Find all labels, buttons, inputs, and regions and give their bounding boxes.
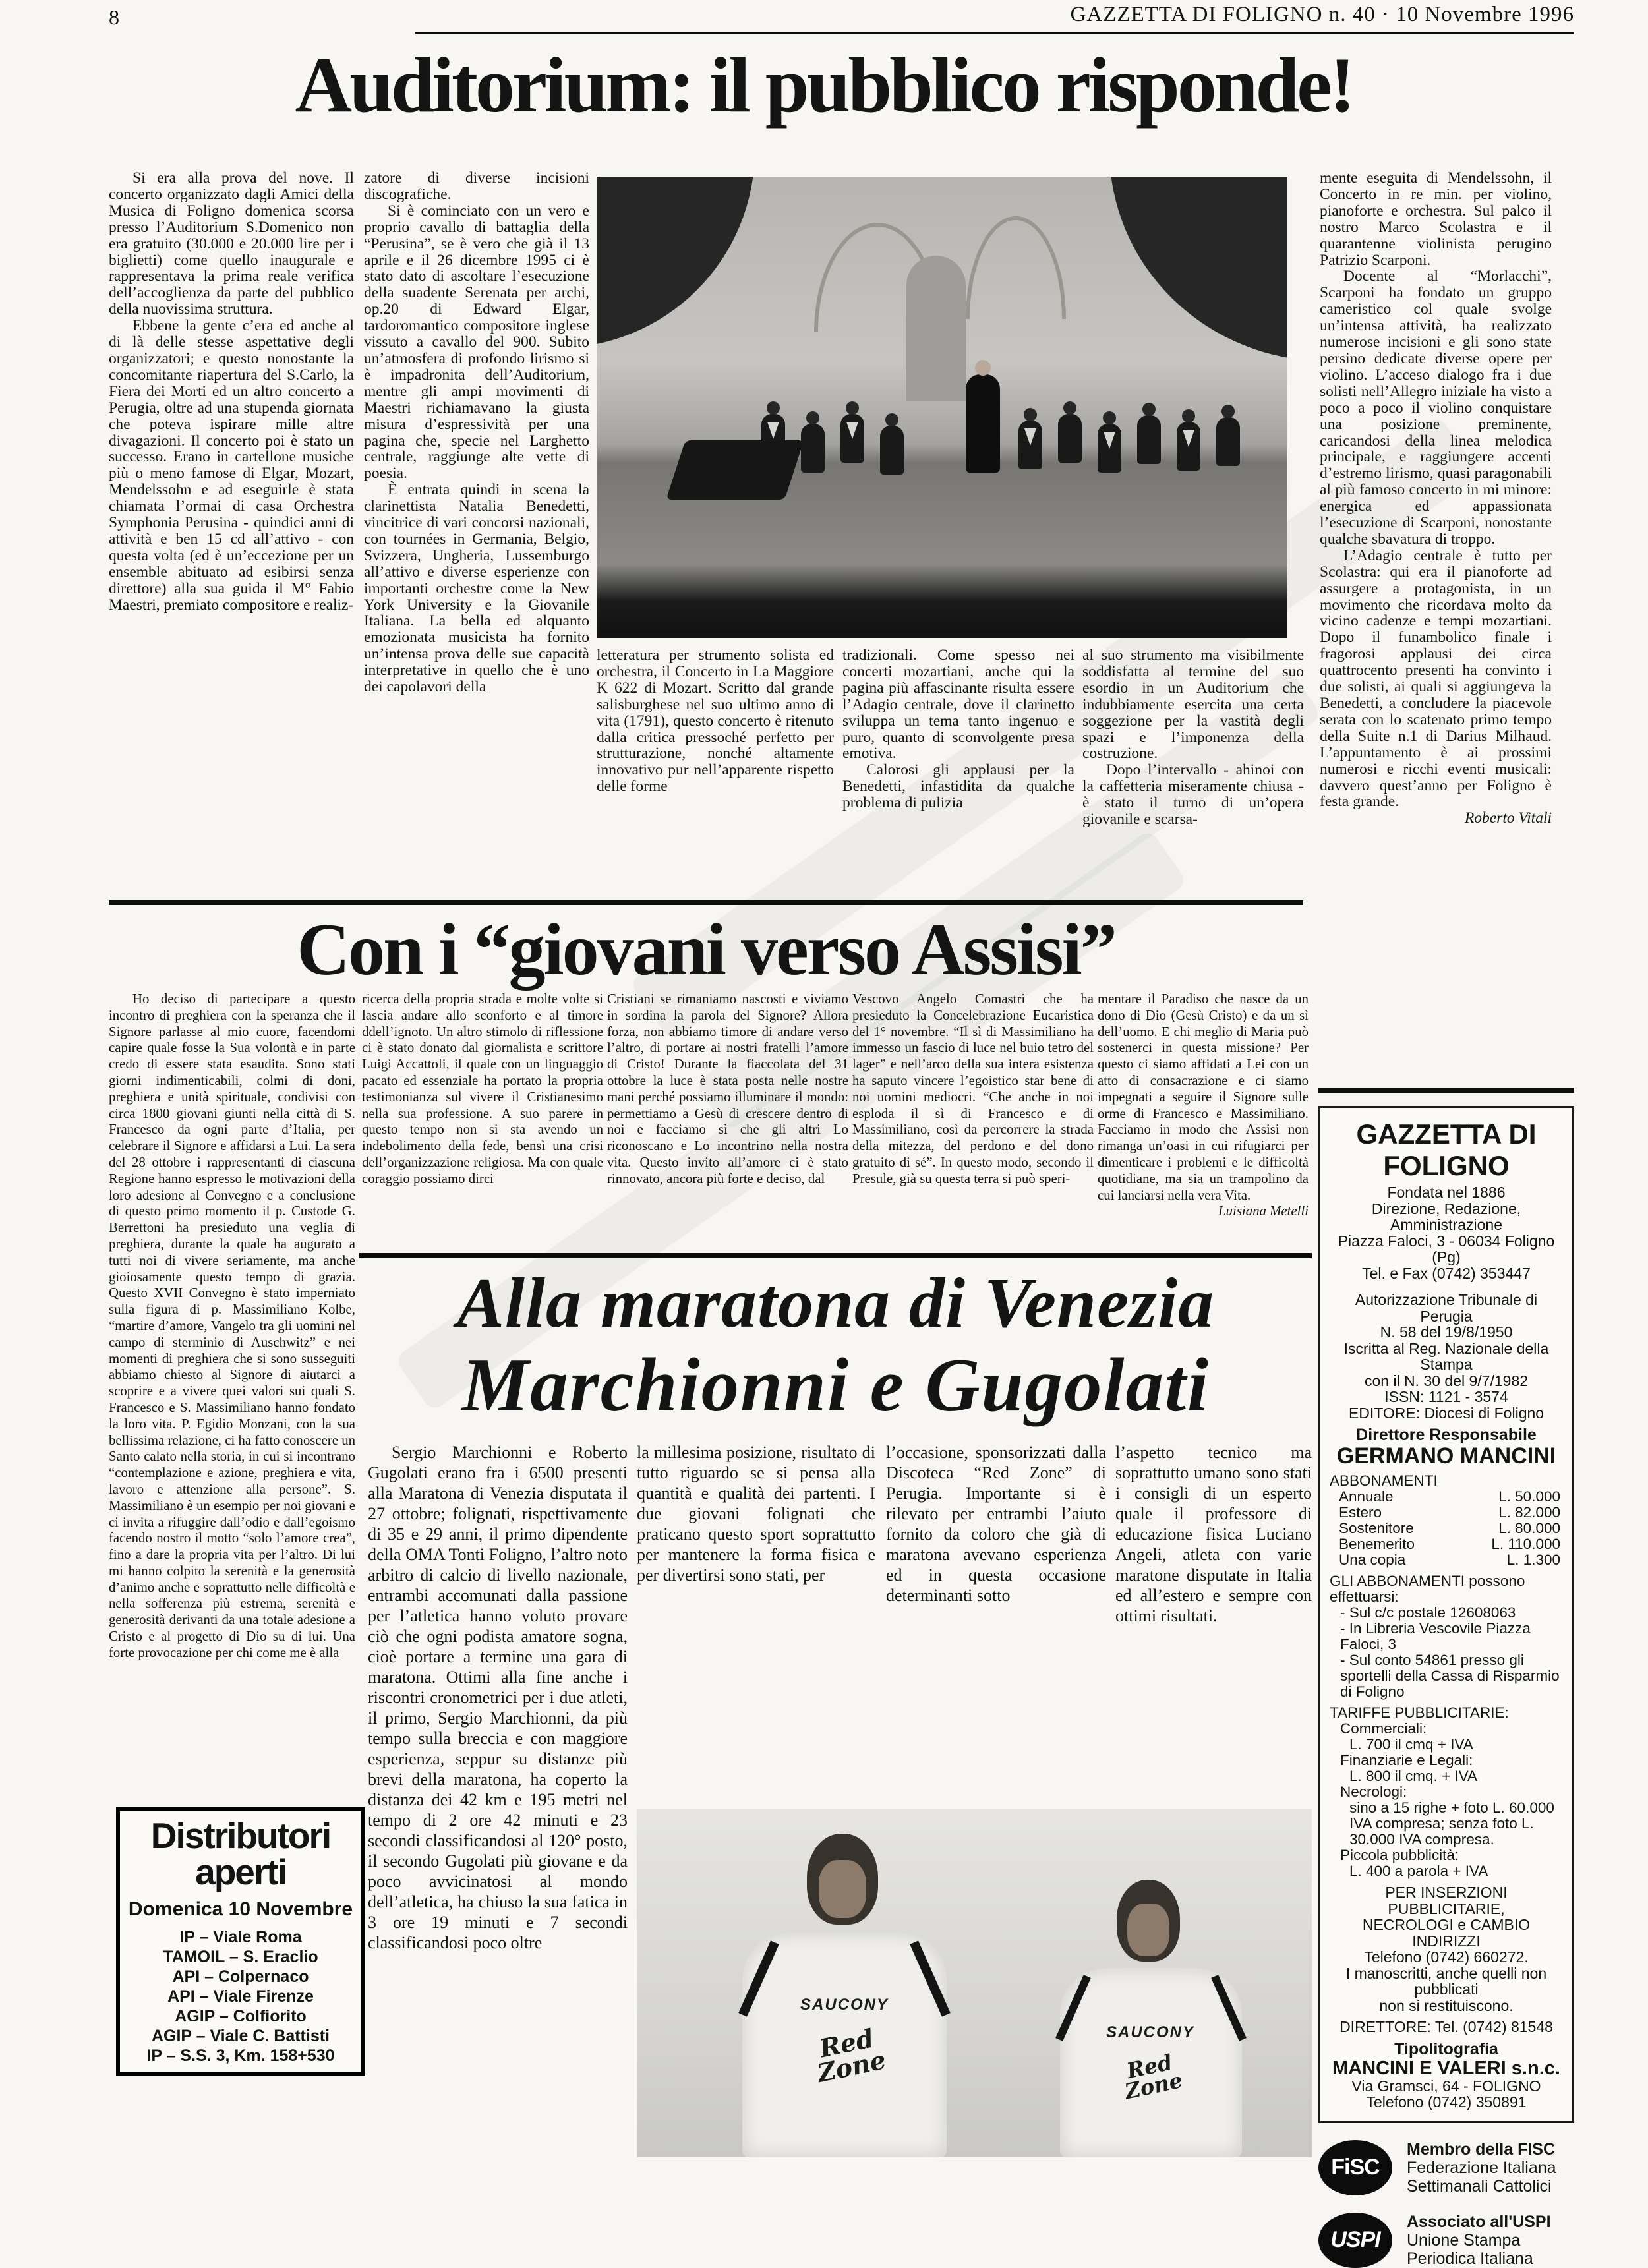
tariff-value: L. 400 a parola + IVA bbox=[1349, 1863, 1488, 1879]
musician-silhouette bbox=[1018, 421, 1042, 469]
musician-silhouette bbox=[880, 426, 904, 475]
uspi-line: Periodica Italiana bbox=[1407, 2249, 1533, 2268]
tariff-name: Finanziarie e Legali: bbox=[1340, 1752, 1473, 1768]
paragraph: Si è cominciato con un vero e proprio cavallo di battaglia della “Perusina”, se è vero che già il 13 aprile e il 26 dicembre 1995 ci è stato dato di ascoltare l’esecuzione della suadente Serenata per archi, op.20 di Edward Elgar, tardoromantico compositore inglese vissuto a cavallo del 900. Subito un’atmosfera di profondo lirismo si è impadronita dell’Auditorium, mentre gli ampi movimenti di Maestri richiamavano la giusta misura d’espressività per una pagina che, specie nel Larghetto centrale, raggiunge alte vette di poesia. bbox=[364, 202, 589, 482]
soloist-silhouette bbox=[966, 374, 1000, 473]
subscription-row bbox=[1330, 1505, 1563, 1521]
subscription-price: L. 110.000 bbox=[1491, 1536, 1560, 1552]
uspi-line: Unione Stampa bbox=[1407, 2230, 1521, 2250]
fisc-text bbox=[1407, 2140, 1556, 2195]
paragraph: mentare il Paradiso che nasce da un dono di Dio (Gesù Cristo) e da un sì dell’uomo. E chi meglio di Maria può sostenerci in questa missione? Per questo ci siamo affidati a Lei con un atto di consacrazione e ci siamo impegnati a seguire il Signore sulle orme di Francesco e Massimiliano. Facciamo in modo che Assisi non rimanga un’oasi in cui rifugiarci per dimenticare i problemi e le difficoltà quotidiane, ma sia un trampolino da cui lanciarsi nella vera Vita. bbox=[1098, 991, 1309, 1203]
subscription-label: Una copia bbox=[1339, 1552, 1406, 1568]
article1-headline: Auditorium: il pubblico risponde! bbox=[295, 41, 1353, 129]
subscription-label: Benemerito bbox=[1339, 1536, 1415, 1552]
paragraph: letteratura per strumento solista ed orchestra, il Concerto in La Maggiore K 622 di Mozart. Scritto dal grande salisburghese nel suo ultimo anno di vita (1791), questo concerto è ritenuto dalla critica pressoché perfetto per strutturazione, nonché altamente innovativo pur nell’apparente rispetto delle forme bbox=[597, 647, 834, 796]
subscription-label: Sostenitore bbox=[1339, 1520, 1414, 1536]
fisc-line: Settimanali Cattolici bbox=[1407, 2176, 1552, 2195]
distributors-title: Distributori bbox=[150, 1815, 331, 1856]
musician-silhouette bbox=[840, 414, 864, 463]
distributors-box bbox=[116, 1807, 365, 2076]
musician-silhouette bbox=[1137, 415, 1161, 464]
paragraph: L’Adagio centrale è tutto per Scolastra: qui era il pianoforte ad assurgere a protagonista, in un movimento che ricordava molto da vicino cadenze e tempi mozartiani. Dopo il funambolico finale i fragorosi applausi dei circa quattrocento presenti ha convinto i due solisti, ai quali si aggiungeva la Benedetti, a concludere la piacevole serata con lo scatenato primo tempo della Suite n.1 di Darius Milhaud. L’appuntamento è ai prossimi numerosi e ricchi eventi musicali: davvero quest’anno per Foligno è festa grande. bbox=[1320, 546, 1552, 811]
printer-name: MANCINI E VALERI s.n.c. bbox=[1332, 2057, 1560, 2079]
runner-left-torso bbox=[742, 1933, 947, 2157]
payment-option: - In Libreria Vescovile Piazza Faloci, 3 bbox=[1340, 1620, 1531, 1652]
piano-silhouette bbox=[666, 440, 804, 500]
distributor-item: AGIP – Viale C. Battisti bbox=[151, 2027, 330, 2045]
tariffs-title: TARIFFE PUBBLICITARIE: bbox=[1330, 1704, 1509, 1721]
article2-headline: Con i “giovani verso Assisi” bbox=[297, 909, 1115, 991]
subscription-price: L. 1.300 bbox=[1506, 1552, 1560, 1568]
article1-signature: Roberto Vitali bbox=[1464, 809, 1552, 827]
section-rule bbox=[359, 1253, 1312, 1258]
article2-column-5 bbox=[1098, 991, 1309, 1220]
paragraph: Si era alla prova del nove. Il concerto organizzato dagli Amici della Musica di Foligno domenica scorsa presso l’Auditorium S.Domenico non era gratuito (30.000 e 20.000 lire per i biglietti) come quello inaugurale e rappresentava la prima reale verifica dell’accoglienza da parte del pubblico della nuovissima struttura. bbox=[109, 169, 354, 318]
subscription-price: L. 80.000 bbox=[1498, 1520, 1560, 1536]
payment-title: GLI ABBONAMENTI possono effettuarsi: bbox=[1330, 1573, 1525, 1605]
distributor-item: TAMOIL – S. Eraclio bbox=[163, 1948, 318, 1966]
paragraph: l’aspetto tecnico ma soprattutto umano sono stati i consigli di un esperto quale il professore di educazione fisica Luciano Angeli, atleta con varie maratone disputate in Italia ed all’estero e sempre con ottimi risultati. bbox=[1115, 1443, 1312, 1625]
masthead-box-title: GAZZETTA DI FOLIGNO bbox=[1356, 1119, 1537, 1181]
musician-silhouette bbox=[801, 424, 825, 473]
masthead-info-box bbox=[1318, 1106, 1574, 2123]
paragraph: la millesima posizione, risultato di tutto riguardo se si pensa alla quantità e qualità dei partenti. I due giovani folignati che praticano questo sport soprattutto per mantenere la forma fisica e per divertirsi sono stati, per bbox=[637, 1443, 875, 1585]
paragraph: ricerca della propria strada e molte volte si lascia andare allo sconforto e al timore ddell’ignoto. Un altro stimolo di riflessione ci è stato donato dal giornalista e scrittore Luigi Accattoli, il quale con un linguaggio pacato ed essenziale ha portato la propria testimonianza sul vivere il Cristianesimo nella sua professione. A suo parere in questo tempo non si sta avendo un indebolimento della fede, bensì una crisi dell’organizzazione religiosa. Ma con quale coraggio possiamo dirci bbox=[362, 991, 603, 1186]
uspi-membership bbox=[1318, 2213, 1574, 2268]
runner-right-torso bbox=[1060, 1968, 1242, 2157]
authorization-line: Autorizzazione Tribunale di Perugia bbox=[1355, 1291, 1538, 1325]
distributor-item: AGIP – Colfiorito bbox=[175, 2007, 307, 2025]
article2-column-4 bbox=[852, 991, 1094, 1188]
article2-column-3 bbox=[607, 991, 848, 1188]
payment-option: - Sul c/c postale 12608063 bbox=[1340, 1604, 1516, 1621]
fisc-line: Federazione Italiana bbox=[1407, 2158, 1556, 2177]
address-line: Direzione, Redazione, Amministrazione bbox=[1371, 1200, 1521, 1233]
tariff-name: Piccola pubblicità: bbox=[1340, 1847, 1459, 1863]
subscription-row bbox=[1330, 1536, 1563, 1552]
paragraph: al suo strumento ma visibilmente soddisfatta al termine del suo esordio in un Auditorium che indubbiamente esercita una certa soggezione per la vastità degli spazi e l’imponenza della costruzione. bbox=[1082, 647, 1304, 763]
masthead-dateline: GAZZETTA DI FOLIGNO n. 40 · 10 Novembre 1996 bbox=[1070, 3, 1574, 26]
authorization-line: con il N. 30 del 9/7/1982 bbox=[1364, 1372, 1529, 1389]
article2-signature: Luisiana Metelli bbox=[1218, 1204, 1309, 1219]
paragraph: Ho deciso di partecipare a questo incontro di preghiera con la speranza che il Signore parlasse al mio cuore, facendomi capire quale fosse la Sua volontà e in parte credo di essere stata esaudita. Sono stati giorni indimenticabili, colmi di doni, preghiera e unità spirituale, condivisi con circa 1800 giovani giunti nella città di S. Francesco da ogni parte d’Italia, per celebrare il Signore e affidarsi a Lui. La sera del 28 ottobre i rappresentanti di ciascuna Regione hanno espresso le motivazioni della loro adesione al Convegno e a conclusione di questo primo momento il p. Custode G. Berrettoni ha presieduto una veglia di preghiera, durante la quale ha augurato a tutti noi di vivere seriamente, ma anche gioiosamente questo tempo di grazia. Questo XVII Convegno è stato imperniato sulla figura di p. Massimiliano Kolbe, “martire d’amore, Vangelo tra gli uomini nel campo di sterminio di Auschwitz” e nei momenti di preghiera che si sono susseguiti abbiamo chiesto al Signore di aiutarci a scoprire e a vivere quei valori sui quali S. Francesco e S. Massimiliano hanno fondato la loro vita. P. Egidio Monzani, con la sua bellissima relazione, ci ha fatto conoscere un Santo calato nella storia, in cui si incontrano “contemplazione e azione, preghiera e vita, lavoro e attenzione alla persone”. S. Massimiliano è un esempio per noi giovani e ci invita a rifuggire dall’odio e dall’egoismo facendo nostro il motto “solo l’amore crea”, fino a dare la propria vita per l’altro. Di lui mi hanno colpito la serenità e la generosità d’animo anche e soprattutto nelle difficoltà e nella sofferenza più estrema, serenità e generosità derivanti da una totale adesione a Cristo e al progetto di Dio su di lui. Una forte provocazione per chi come me è alla bbox=[109, 991, 355, 1660]
sidebar-rule bbox=[1318, 1088, 1574, 1093]
article2-column-1 bbox=[109, 991, 355, 1662]
runners-photo bbox=[637, 1809, 1312, 2157]
authorization-line: Iscritta al Reg. Nazionale della Stampa bbox=[1343, 1339, 1549, 1373]
article1-column-3 bbox=[597, 647, 834, 795]
notice-line: PER INSERZIONI PUBBLICITARIE, bbox=[1385, 1884, 1508, 1917]
notice-line: NECROLOGI e CAMBIO INDIRIZZI bbox=[1362, 1916, 1531, 1950]
paragraph: Ebbene la gente c’era ed anche al di là delle stesse aspettative degli organizzatori; e questo nonostante la concomitante riapertura del S.Carlo, la Fiera dei Morti ed un altro concerto a Perugia, oltre ad una stupenda giornata che poteva ispirare mille altre divagazioni. Il concerto poi è stato un successo. Erano in cartellone musiche più o meno famose di Elgar, Mozart, Mendelssohn e ad eseguirle è stata chiamata l’ormai di casa Orchestra Symphonia Perusina - quindici anni di attività e ben 15 cd all’attivo - con questa volta (ed è un’eccezione per un ensemble abituato ad esibirsi senza direttore) alla sua guida il M° Fabio Maestri, premiato compositore e realiz- bbox=[109, 317, 354, 614]
tariff-name: Necrologi: bbox=[1340, 1784, 1407, 1800]
tariff-value: L. 700 il cmq + IVA bbox=[1349, 1736, 1473, 1753]
article2-column-2 bbox=[362, 991, 603, 1188]
director-name: GERMANO MANCINI bbox=[1336, 1443, 1556, 1468]
distributor-item: API – Viale Firenze bbox=[167, 1987, 314, 2006]
subscription-price: L. 82.000 bbox=[1498, 1504, 1560, 1521]
article3-column-1 bbox=[368, 1442, 628, 1953]
musician-silhouette bbox=[1177, 422, 1200, 471]
paragraph: Calorosi gli applausi per la Benedetti, infastidita da qualche problema di pulizia bbox=[842, 761, 1074, 812]
article1-column-6 bbox=[1320, 170, 1552, 827]
notice-line: Telefono (0742) 660272. bbox=[1364, 1948, 1529, 1965]
page-number: 8 bbox=[109, 5, 119, 29]
address-line: Tel. e Fax (0742) 353447 bbox=[1362, 1264, 1531, 1282]
editor-line: EDITORE: Diocesi di Foligno bbox=[1348, 1404, 1545, 1422]
distributor-item: API – Colpernaco bbox=[172, 1967, 309, 1986]
founded-line: Fondata nel 1886 bbox=[1387, 1184, 1506, 1201]
printer-line: Tipolitografia bbox=[1394, 2039, 1498, 2058]
article1-column-5 bbox=[1082, 647, 1304, 828]
subscription-label: Estero bbox=[1339, 1504, 1382, 1521]
distributor-item: IP – S.S. 3, Km. 158+530 bbox=[146, 2047, 335, 2065]
paragraph: È entrata quindi in scena la clarinettista Natalia Benedetti, vincitrice di vari concorsi nazionali, con tournées in Germania, Belgio, Svizzera, Ungheria, Lussemburgo all’attivo e diverse esperienze con importanti orchestre come la New York University e la Giovanile Italiana. La bella ed alquanto emozionata musicista ha fornito un’intensa prova delle sue capacità interpretative in quello che è uno dei capolavori della bbox=[364, 481, 589, 696]
subscription-row bbox=[1330, 1489, 1563, 1505]
printer-address: Via Gramsci, 64 - FOLIGNO bbox=[1351, 2077, 1541, 2095]
musician-silhouette bbox=[1216, 417, 1240, 466]
authorization-line: N. 58 del 19/8/1950 bbox=[1380, 1323, 1513, 1341]
distributors-subtitle: Domenica 10 Novembre bbox=[128, 1898, 353, 1920]
subscription-row bbox=[1330, 1521, 1563, 1536]
paragraph: Dopo l’intervallo - ahinoi con la caffetteria miseramente chiusa - è stato il turno di un’opera giovanile e scarsa- bbox=[1082, 761, 1304, 829]
jersey-brand-right: SAUCONY bbox=[1106, 2023, 1195, 2041]
notice-line: I manoscritti, anche quelli non pubblicati bbox=[1345, 1964, 1547, 1998]
jersey-brand-left: SAUCONY bbox=[800, 1996, 889, 2014]
header-rule bbox=[415, 32, 1574, 34]
musician-silhouette bbox=[1098, 424, 1121, 473]
subscription-row bbox=[1330, 1552, 1563, 1568]
fisc-membership bbox=[1318, 2140, 1574, 2195]
fisc-line: Membro della FISC bbox=[1407, 2139, 1556, 2159]
article1-column-2 bbox=[364, 170, 589, 695]
wall-arch bbox=[966, 216, 1066, 319]
address-line: Piazza Faloci, 3 - 06034 Foligno (Pg) bbox=[1338, 1232, 1555, 1265]
article3-column-2 bbox=[637, 1442, 875, 1585]
paragraph: Docente al “Morlacchi”, Scarponi ha fondato un gruppo cameristico col quale svolge un’intensa attività, ha realizzato numerose incisioni e gli sono state persino dedicate diverse opere per violino. L’acceso dialogo fra i due solisti nell’Allegro iniziale ha visto a poco a poco il violino conquistare una posizione preminente, caricandosi della linea melodica principale, e raggiungere accenti d’estremo lirismo, quasi paragonabili al più famoso concerto in mi minore: energica ed appassionata l’esecuzione di Scarponi, nonostante qualche sbavatura di troppo. bbox=[1320, 268, 1552, 548]
orchestra-photo bbox=[597, 177, 1287, 638]
notice-line: non si restituiscono. bbox=[1379, 1996, 1514, 2014]
runner-left-face bbox=[819, 1860, 866, 1918]
payment-option: - Sul conto 54861 presso gli sportelli della Cassa di Risparmio di Foligno bbox=[1340, 1652, 1560, 1700]
jersey-logo-left: Red Zone bbox=[814, 2023, 889, 2089]
issn-line: ISSN: 1121 - 3574 bbox=[1384, 1388, 1508, 1405]
tariff-value: L. 800 il cmq. + IVA bbox=[1349, 1768, 1478, 1784]
article1-column-4 bbox=[842, 647, 1074, 811]
uspi-text bbox=[1407, 2213, 1551, 2268]
wall-door bbox=[906, 256, 966, 401]
uspi-line: Associato all'USPI bbox=[1407, 2212, 1551, 2231]
article1-column-1 bbox=[109, 170, 354, 613]
director-phone: DIRETTORE: Tel. (0742) 81548 bbox=[1339, 2018, 1553, 2035]
paragraph: Vescovo Angelo Comastri che ha presieduto la Concelebrazione Eucaristica del 1° novembre. “Il sì di Massimiliano ha immesso un fascio di luce nel buio tetro del lager” e nell’arco della sua intera esistenza ha saputo vincere l’egoistico star bene di noi uomini mediocri. “Che anche in noi esploda il sì di Francesco e di Massimiliano, così da percorrere la strada della mitezza, del perdono e del dono gratuito di sé”. In questo modo, secondo il Presule, già su questa terra si può speri- bbox=[852, 991, 1094, 1186]
article3-column-3 bbox=[886, 1442, 1106, 1606]
tariff-name: Commerciali: bbox=[1340, 1720, 1427, 1737]
stage-drape-right bbox=[1109, 177, 1287, 361]
sidebar bbox=[1318, 1088, 1574, 2268]
paragraph: tradizionali. Come spesso nei concerti mozartiani, anche qui la pagina più affascinante risulta essere l’Adagio centrale, dove il clarinetto sviluppa un tema tanto ingenuo e puro, quanto di sconvolgente presa emotiva. bbox=[842, 647, 1074, 763]
runner-right-face bbox=[1127, 1904, 1169, 1956]
section-rule bbox=[109, 900, 1303, 905]
tariff-value: sino a 15 righe + foto L. 60.000 IVA compresa; senza foto L. 30.000 IVA compresa. bbox=[1349, 1799, 1554, 1847]
director-label: Direttore Responsabile bbox=[1356, 1426, 1537, 1444]
distributors-title: aperti bbox=[195, 1851, 286, 1892]
article3-headline-line1: Alla maratona di Venezia bbox=[456, 1264, 1215, 1343]
subscription-label: Annuale bbox=[1339, 1488, 1394, 1505]
paragraph: zatore di diverse incisioni discografiche. bbox=[364, 169, 589, 203]
uspi-logo-icon: USPI bbox=[1318, 2213, 1392, 2268]
article3-headline-line2: Marchionni e Gugolati bbox=[461, 1343, 1210, 1427]
musician-silhouette bbox=[1058, 414, 1082, 463]
jersey-logo-right: Red Zone bbox=[1122, 2049, 1185, 2105]
subscriptions-title: ABBONAMENTI bbox=[1330, 1472, 1438, 1489]
article3-column-4 bbox=[1115, 1442, 1312, 1626]
paragraph: Sergio Marchionni e Roberto Gugolati erano fra i 6500 presenti alla Maratona di Venezia disputata il 27 ottobre; folignati, rispettivamente di 35 e 29 anni, il primo dipendente della OMA Tonti Foligno, l’altro noto arbitro di calcio di livello nazionale, entrambi accomunati dalla passione per l’atletica hanno voluto provare ciò che ogni podista amatore sogna, cioè portare a termine una gara di maratona. Ottimi alla fine anche i riscontri cronometrici per i due atleti, il primo, Sergio Marchionni, da più tempo sulla breccia e con maggiore esperienza, seppur su distanze più brevi della maratona, ha coperto la distanza dei 42 km e 195 metri nel tempo di 2 ore 42 minuti e 23 secondi classificandosi al 120° posto, il secondo Gugolati più giovane e da poco avvicinatosi al mondo dell’atletica, ha chiuso la sua fatica in 3 ore 19 minuti e 7 secondi classificandosi poco oltre bbox=[368, 1443, 628, 1952]
distributor-item: IP – Viale Roma bbox=[179, 1928, 302, 1946]
fisc-logo-icon: FiSC bbox=[1318, 2140, 1392, 2195]
paragraph: l’occasione, sponsorizzati dalla Discoteca “Red Zone” di Perugia. Importante si è rilevato per entrambi l’aiuto fornito da coloro che già di maratona avevano esperienza ed in questa occasione determinanti sotto bbox=[886, 1443, 1106, 1605]
subscription-price: L. 50.000 bbox=[1498, 1488, 1560, 1505]
stage-drape-left bbox=[597, 177, 755, 348]
paragraph: Cristiani se rimaniamo nascosti e viviamo in sordina la parola del Signore? Allora forza, non abbiamo timore di andare verso l’altro, di portare ai nostri fratelli l’amore di Cristo! Durante la fiaccolata del 31 ottobre la luce è stata posta nelle nostre mani perché possiamo illuminare il mondo: permettiamo a Gesù di crescere dentro di noi e facciamo sì che gli altri Lo riconoscano e Lo incontrino nella nostra vita. Questo invito all’amore ci è stato rinnovato, ancora più forte e deciso, dal bbox=[607, 991, 848, 1186]
paragraph: mente eseguita di Mendelssohn, il Concerto in re min. per violino, pianoforte e orchestra. Sul palco il nostro Marco Scolastra e il quarantenne violinista perugino Patrizio Scarponi. bbox=[1320, 169, 1552, 269]
printer-phone: Telefono (0742) 350891 bbox=[1366, 2093, 1527, 2110]
